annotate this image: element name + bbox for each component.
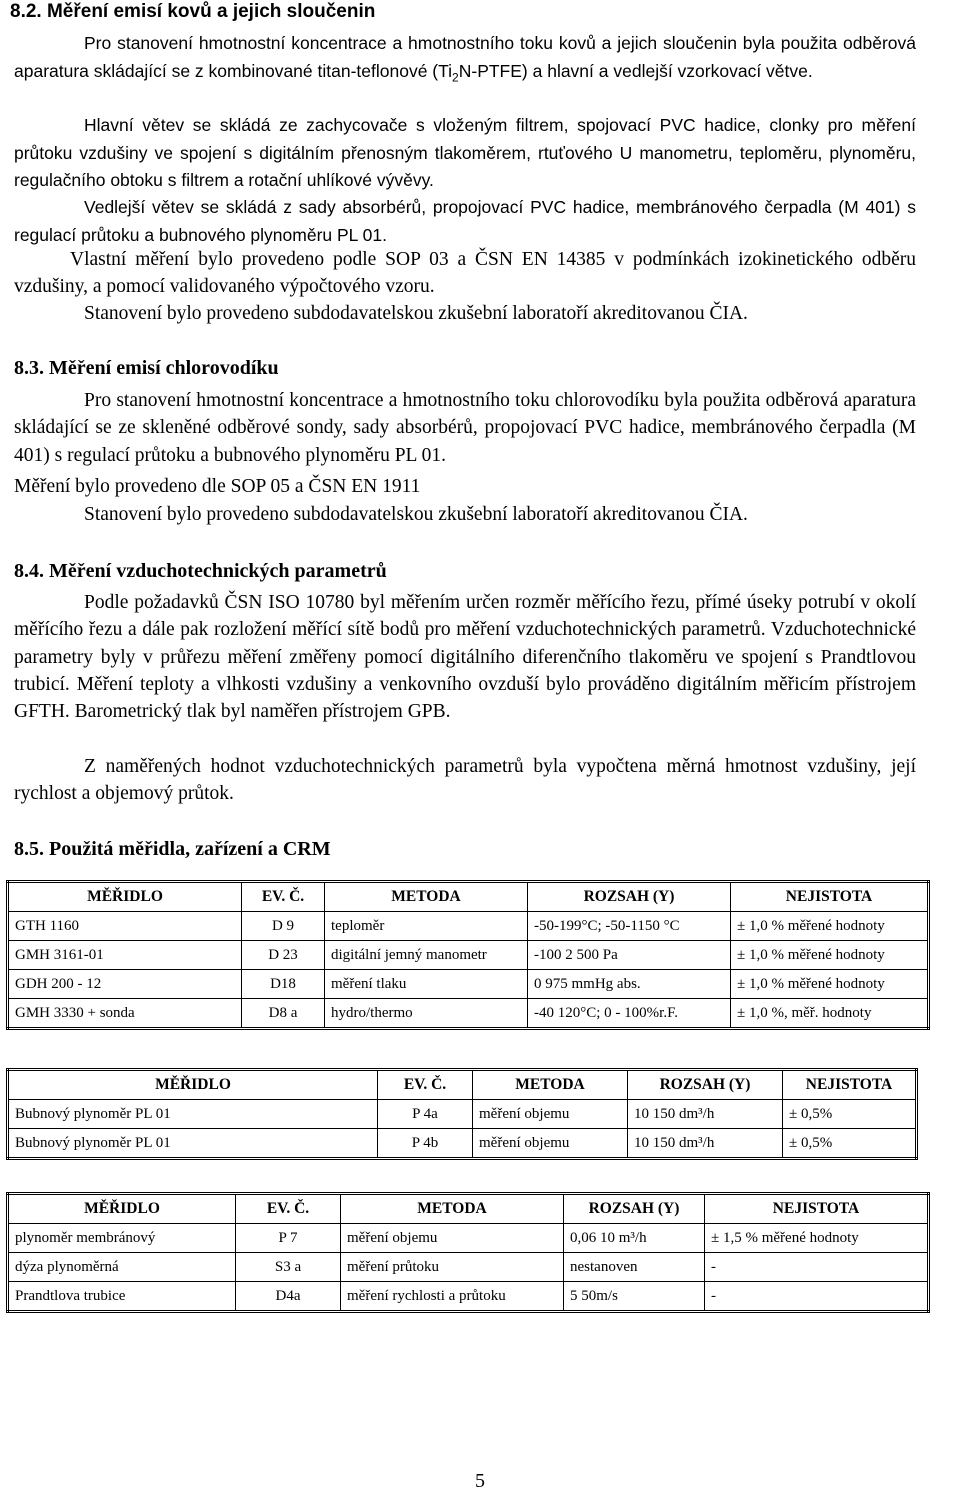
- col-header-range: ROZSAH (Y): [528, 882, 731, 912]
- col-header-method: METODA: [325, 882, 528, 912]
- table-row: Bubnový plynoměr PL 01 P 4a měření objemu 10 150 dm³/h ± 0,5%: [8, 1100, 917, 1129]
- instruments-table-2: [6, 1068, 918, 1160]
- paragraph-main-branch: Hlavní větev se skládá ze zachycovače s vloženým filtrem, spojovací PVC hadice, clonky pro měření průtoku vzdušiny ve spojení s digitálním přenosným tlakoměrem, rtuťového U manometru, teploměru, plynoměru, regulačního obtoku s filtrem a rotační uhlíkové vývěvy.: [14, 115, 916, 190]
- paragraph-sop03: Vlastní měření bylo provedeno podle SOP 03 a ČSN EN 14385 v podmínkách izokinetického odběru vzdušiny, a pomocí validovaného výpočtového vzoru.: [14, 249, 916, 298]
- col-header-id: EV. Č.: [242, 882, 325, 912]
- table-row: dýza plynoměrná S3 a měření průtoku nestanoven -: [8, 1253, 929, 1282]
- section-heading-8-3: 8.3. Měření emisí chlorovodíku: [14, 357, 279, 379]
- instruments-table-1: [6, 880, 930, 1030]
- paragraph-metals-intro: Pro stanovení hmotnostní koncentrace a hmotnostního toku kovů a jejich sloučenin byla použita odběrová aparatura skládající se z kombinované titan-teflonové $(Ti_2N-PTFE)$ a hlavní a vedlejší vzorkovací větve.: [14, 33, 916, 84]
- col-header-uncertainty: NEJISTOTA: [705, 1194, 929, 1224]
- paragraph-hcl-intro: Pro stanovení hmotnostní koncentrace a hmotnostního toku chlorovodíku byla použita odběrová aparatura skládající se ze skleněné odběrové sondy, sady absorbérů, propojovací PVC hadice, membránového čerpadla (M 401) s regulací průtoku a bubnového plynoměru PL 01.: [14, 390, 916, 466]
- col-header-instrument: MĚŘIDLO: [8, 882, 242, 912]
- table-row: Bubnový plynoměr PL 01 P 4b měření objemu 10 150 dm³/h ± 0,5%: [8, 1129, 917, 1159]
- section-heading-8-2: 8.2. Měření emisí kovů a jejich sloučenin: [10, 1, 376, 22]
- col-header-uncertainty: NEJISTOTA: [731, 882, 929, 912]
- col-header-id: EV. Č.: [236, 1194, 341, 1224]
- paragraph-side-branch: Vedlejší větev se skládá z sady absorbérů, propojovací PVC hadice, membránového čerpadla (M 401) s regulací průtoku a bubnového plynoměru PL 01.: [14, 197, 916, 245]
- paragraph-air-results: Z naměřených hodnot vzduchotechnických parametrů byla vypočtena měrná hmotnost vzdušiny, její rychlost a objemový průtok.: [14, 756, 916, 805]
- table-row: GMH 3161-01 D 23 digitální jemný manometr -100 2 500 Pa ± 1,0 % měřené hodnoty: [8, 941, 929, 970]
- table-row: GDH 200 - 12 D18 měření tlaku 0 975 mmHg abs. ± 1,0 % měřené hodnoty: [8, 970, 929, 999]
- section-heading-8-5: 8.5. Použitá měřidla, zařízení a CRM: [14, 838, 331, 860]
- table-header-row: [8, 1194, 929, 1224]
- paragraph-air-params: Podle požadavků ČSN ISO 10780 byl měřením určen rozměr měřícího řezu, přímé úseky potrubí v okolí měřícího řezu a dále pak rozložení měřící sítě bodů pro měření vzduchotechnických parametrů. Vzduchotechnické parametry byly v průřezu měření změřeny pomocí digitálního diferenčního tlakoměru ve spojení s Prandtlovou trubicí. Měření teploty a vlhkosti vzdušiny a venkovního ovzduší bylo prováděno digitálním měřicím přístrojem GFTH. Barometrický tlak byl naměřen přístrojem GPB.: [14, 592, 916, 723]
- paragraph-accreditation-2: Stanovení bylo provedeno subdodavatelskou zkušební laboratoří akreditovanou ČIA.: [84, 504, 748, 525]
- col-header-method: METODA: [341, 1194, 564, 1224]
- instruments-table-3: [6, 1192, 930, 1313]
- table-row: Prandtlova trubice D4a měření rychlosti a průtoku 5 50m/s -: [8, 1282, 929, 1312]
- col-header-instrument: MĚŘIDLO: [8, 1194, 236, 1224]
- paragraph-sop05: Měření bylo provedeno dle SOP 05 a ČSN EN 1911: [14, 476, 421, 497]
- col-header-instrument: MĚŘIDLO: [8, 1070, 378, 1100]
- page-number: 5: [475, 1470, 485, 1492]
- col-header-range: ROZSAH (Y): [564, 1194, 705, 1224]
- col-header-id: EV. Č.: [378, 1070, 473, 1100]
- section-heading-8-4: 8.4. Měření vzduchotechnických parametrů: [14, 560, 387, 582]
- table-header-row: [8, 1070, 917, 1100]
- col-header-method: METODA: [473, 1070, 628, 1100]
- col-header-range: ROZSAH (Y): [628, 1070, 783, 1100]
- paragraph-accreditation-1: Stanovení bylo provedeno subdodavatelskou zkušební laboratoří akreditovanou ČIA.: [84, 303, 748, 324]
- table-header-row: [8, 882, 929, 912]
- table-row: GMH 3330 + sonda D8 a hydro/thermo -40 120°C; 0 - 100%r.F. ± 1,0 %, měř. hodnoty: [8, 999, 929, 1029]
- table-row: plynoměr membránový P 7 měření objemu 0,06 10 m³/h ± 1,5 % měřené hodnoty: [8, 1224, 929, 1253]
- col-header-uncertainty: NEJISTOTA: [783, 1070, 917, 1100]
- table-row: GTH 1160 D 9 teploměr -50-199°C; -50-1150 °C ± 1,0 % měřené hodnoty: [8, 912, 929, 941]
